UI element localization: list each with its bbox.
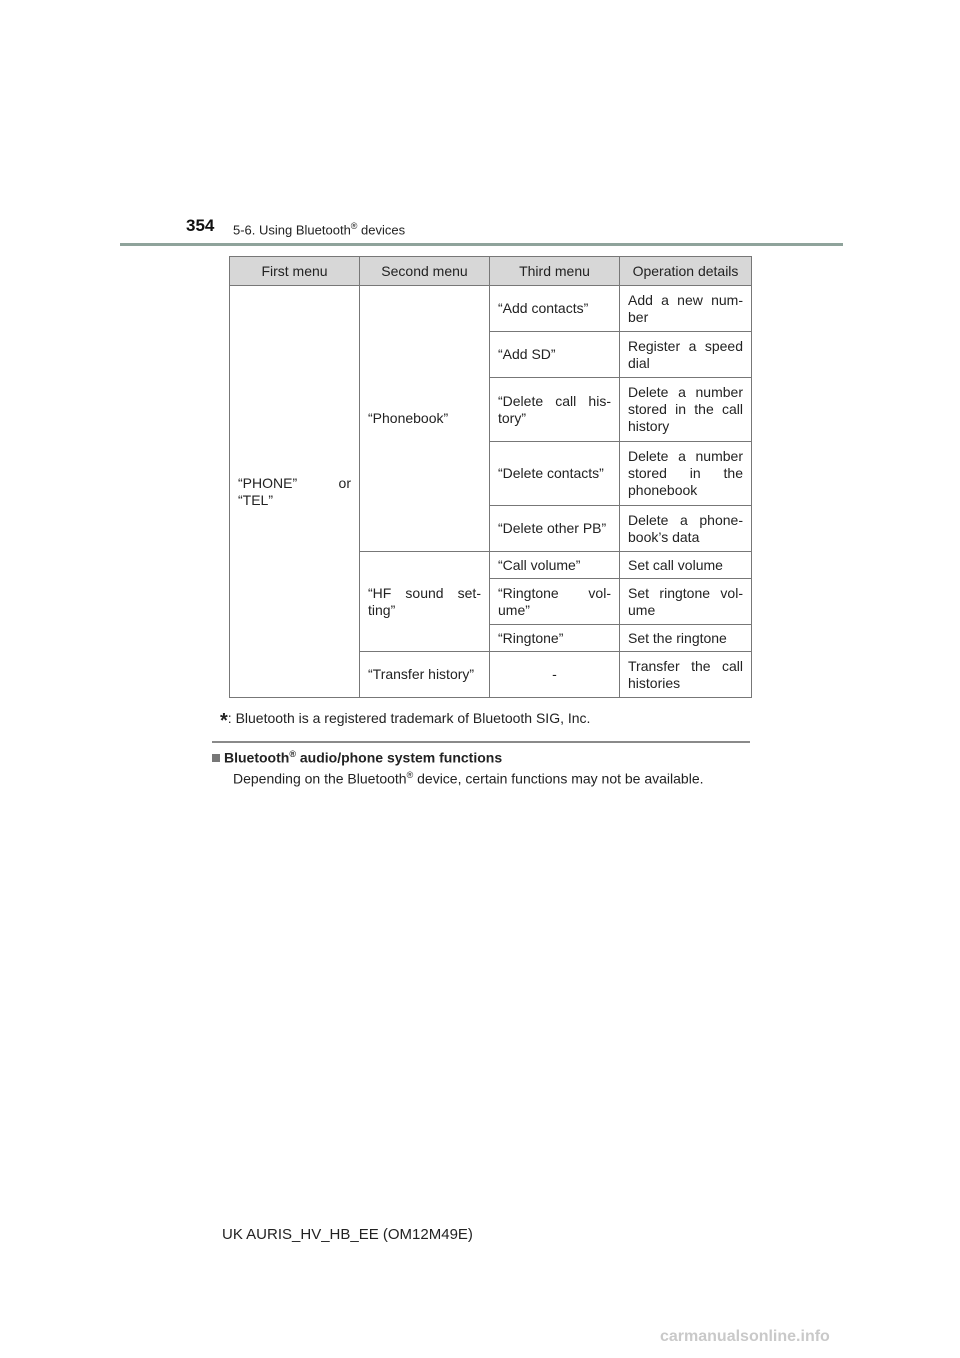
second-menu-cell: “Phonebook”: [360, 286, 490, 552]
operation-details-cell: Transfer the call histories: [620, 652, 752, 698]
third-menu-cell: “Delete other PB”: [490, 506, 620, 552]
registered-mark: ®: [289, 749, 296, 759]
manual-code: UK AURIS_HV_HB_EE (OM12M49E): [222, 1226, 473, 1243]
column-header-third-menu: Third menu: [490, 257, 620, 286]
section-title: [233, 221, 405, 237]
operation-details-cell: Delete a number stored in the phonebook: [620, 442, 752, 506]
operation-details-cell: Delete a phonebook’s data: [620, 506, 752, 552]
operation-details-cell: Set the ringtone: [620, 625, 752, 652]
third-menu-cell: “Ringtone volume”: [490, 579, 620, 625]
note-body-text: Depending on the Bluetooth: [233, 770, 407, 787]
page-number: 354: [186, 216, 215, 235]
note-divider: [212, 741, 750, 743]
note-heading: [212, 749, 502, 766]
note-heading-text: Bluetooth: [224, 749, 290, 766]
operation-details-cell: Set ringtone volume: [620, 579, 752, 625]
menu-table: [229, 256, 752, 698]
second-menu-cell: “HF sound setting”: [360, 552, 490, 652]
second-menu-cell: “Transfer history”: [360, 652, 490, 698]
header-rule: [120, 243, 843, 246]
footnote: [220, 706, 591, 732]
third-menu-cell: “Add SD”: [490, 332, 620, 378]
footnote-marker: *: [220, 710, 228, 732]
third-menu-cell: “Add contacts”: [490, 286, 620, 332]
third-menu-cell: “Delete contacts”: [490, 442, 620, 506]
note-body: [233, 770, 704, 787]
watermark: carmanualsonline.info: [660, 1328, 830, 1345]
footnote-text: : Bluetooth is a registered trademark of Bluetooth SIG, Inc.: [227, 710, 591, 726]
registered-mark: ®: [406, 770, 414, 780]
third-menu-cell: -: [490, 652, 620, 698]
column-header-operation-details: Operation details: [620, 257, 752, 286]
operation-details-cell: Register a speed dial: [620, 332, 752, 378]
third-menu-cell: “Ringtone”: [490, 625, 620, 652]
registered-mark: ®: [350, 221, 358, 231]
table-header-row: [230, 257, 752, 286]
note-body-suffix: device, certain functions may not be available.: [413, 770, 704, 787]
third-menu-cell: “Call volume”: [490, 552, 620, 579]
note-heading-suffix: audio/phone system functions: [295, 749, 503, 766]
square-bullet-icon: [212, 754, 220, 762]
operation-details-cell: Delete a number stored in the call history: [620, 378, 752, 442]
operation-details-cell: Add a new number: [620, 286, 752, 332]
column-header-second-menu: Second menu: [360, 257, 490, 286]
column-header-first-menu: First menu: [230, 257, 360, 286]
table-row: [230, 286, 752, 332]
operation-details-cell: Set call volume: [620, 552, 752, 579]
section-title-text: 5-6. Using Bluetooth: [233, 222, 351, 238]
first-menu-cell: “PHONE” or “TEL”: [230, 286, 360, 698]
third-menu-cell: “Delete call history”: [490, 378, 620, 442]
section-title-suffix: devices: [357, 222, 406, 238]
